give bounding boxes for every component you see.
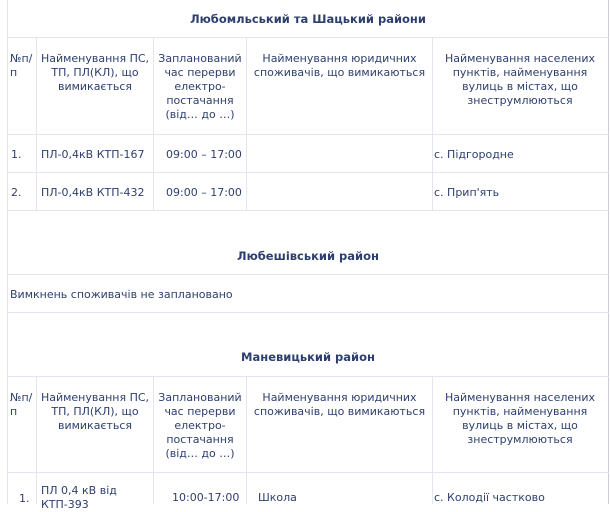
row-object: ПЛ 0,4 кВ від КТП-393: [41, 484, 117, 511]
row-time: 09:00 – 17:00: [166, 148, 242, 161]
header-consumers: Найменування юридичних споживачів, що вимикаються: [253, 391, 426, 418]
row-locations: с. Підгородне: [434, 148, 514, 161]
region-title-lyubeshivskyi: Любешівський район: [237, 249, 379, 263]
row-object: ПЛ-0,4кВ КТП-167: [41, 148, 145, 161]
header-locations: Найменування населених пунктів, найменування вулиць в містах, що знеструмлюються: [444, 52, 596, 107]
row-time: 09:00 – 17:00: [166, 186, 242, 199]
row-locations: с. Колодії частково: [434, 491, 545, 504]
row-number: 1.: [11, 148, 22, 161]
row-time: 10:00-17:00: [172, 491, 240, 504]
row-locations: с. Прип'ять: [434, 186, 500, 199]
header-consumers: Найменування юридичних споживачів, що вимикаються: [253, 52, 426, 79]
header-time: Запланований час перерви електро-постачання (від… до …): [158, 391, 242, 460]
no-outages-note: Вимкнень споживачів не заплановано: [10, 288, 233, 301]
region-title-lyubomlskyi-shatskyi: Любомльський та Шацький райони: [190, 12, 426, 26]
header-number: №п/п: [10, 391, 33, 418]
row-number: 2.: [11, 186, 22, 199]
header-object: Найменування ПС, ТП, ПЛ(КЛ), що вимикається: [40, 391, 150, 432]
row-object: ПЛ-0,4кВ КТП-432: [41, 186, 145, 199]
header-object: Найменування ПС, ТП, ПЛ(КЛ), що вимикається: [40, 52, 150, 93]
row-number: 1.: [19, 492, 30, 505]
header-locations: Найменування населених пунктів, найменування вулиць в містах, що знеструмлюються: [444, 391, 596, 446]
header-time: Запланований час перерви електро-постачання (від… до …): [158, 52, 242, 121]
region-title-manevytskyi: Маневицький район: [241, 350, 375, 364]
row-consumers: Школа: [258, 491, 297, 504]
header-number: №п/п: [10, 52, 33, 79]
